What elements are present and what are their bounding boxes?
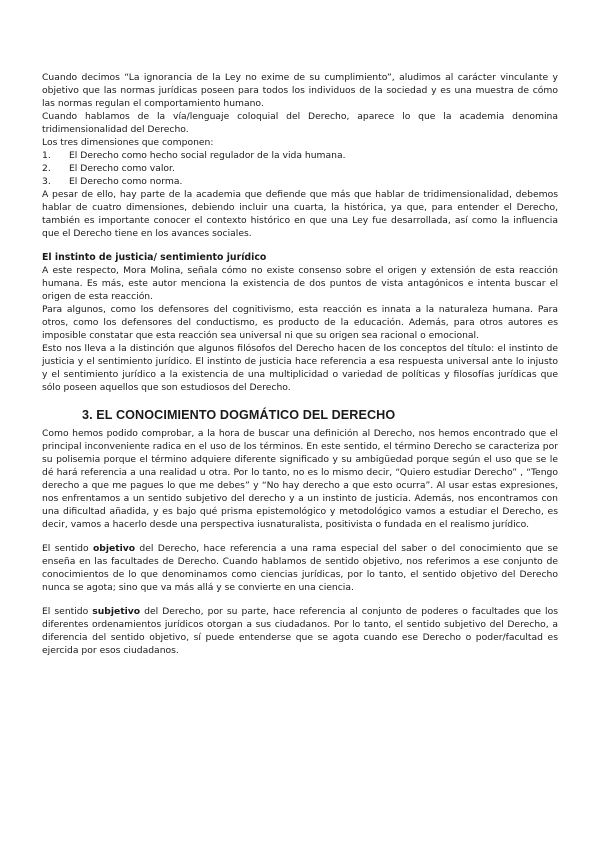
paragraph-sentido-objetivo: El sentido objetivo del Derecho, hace referencia a una rama especial del saber o del conocimiento que se enseña en las facultades de Derecho. Cuando hablamos de sentido objetivo, nos referimos a ese conjunto de conocimientos de lo que denominamos como ciencias jurídicas, por lo tanto, el sentido objetivo del Derecho nunca se agota; sino que va más allá y se convierte en una ciencia. [42, 543, 558, 593]
list-text: El Derecho como valor. [69, 163, 175, 174]
list-item [42, 175, 558, 188]
list-text: El Derecho como norma. [69, 176, 183, 187]
dimensions-list [42, 149, 558, 188]
paragraph-tres-dimensiones: Los tres dimensiones que componen: [42, 137, 214, 148]
section-title: 3. EL CONOCIMIENTO DOGMÁTICO DEL DERECHO [82, 408, 396, 422]
paragraph-cuarta-dimension: A pesar de ello, hay parte de la academia que defiende que más que hablar de tridimensionalidad, debemos hablar de cuatro dimensiones, debiendo incluir una cuarta, la histórica, ya que, para entender el Derecho, también es importante conocer el contexto histórico en que una Ley fue desarrollada, así como la influencia que el Derecho tiene en los avances sociales. [42, 189, 558, 239]
paragraph-ignorancia-ley: Cuando decimos “La ignorancia de la Ley no exime de su cumplimiento”, aludimos al carácter vinculante y objetivo que las normas jurídicas poseen para todos los individuos de la sociedad y es una muestra de cómo las normas regulan el comportamiento humano. [42, 72, 558, 109]
list-text: El Derecho como hecho social regulador de la vida humana. [69, 150, 346, 161]
paragraph-distincion: Esto nos lleva a la distinción que algunos filósofos del Derecho hacen de los conceptos del título: el instinto de justicia y el sentimiento jurídico. El instinto de justicia hace referencia a esa respuesta universal ante lo injusto y el sentimiento jurídico a la existencia de una multiplicidad o variedad de políticas y filosofías jurídicas que sólo poseen aquellos que son estudiosos del Derecho. [42, 343, 558, 393]
paragraph-sentido-subjetivo: El sentido subjetivo del Derecho, por su parte, hace referencia al conjunto de poderes o facultades que los diferentes ordenamientos jurídicos otorgan a sus ciudadanos. Por lo tanto, el sentido subjetivo del Derecho, a diferencia del sentido objetivo, sí puede entenderse que se agota cuando ese Derecho o poder/facultad es ejercida por esos ciudadanos. [42, 606, 558, 656]
bold-subjetivo: subjetivo [92, 606, 141, 617]
list-number: 1. [42, 150, 51, 161]
list-number: 2. [42, 163, 51, 174]
paragraph-lenguaje-coloquial: Cuando hablamos de la vía/lenguaje coloquial del Derecho, aparece lo que la academia denomina tridimensionalidad del Derecho. [42, 111, 558, 135]
subheading-instinto-justicia: El instinto de justicia/ sentimiento jurídico [42, 252, 267, 263]
paragraph-mora-molina: A este respecto, Mora Molina, señala cómo no existe consenso sobre el origen y extensión de esta reacción humana. Es más, este autor menciona la existencia de dos puntos de vista antagónicos e intenta buscar el origen de esta reacción. [42, 265, 558, 302]
bold-objetivo: objetivo [92, 543, 136, 554]
list-number: 3. [42, 176, 51, 187]
paragraph-polisemia: Como hemos podido comprobar, a la hora de buscar una definición al Derecho, nos hemos encontrado que el principal inconveniente radica en el uso de los términos. En este sentido, el término Derecho se caracteriza por su polisemia porque el término adquiere diferente significado y su ambigüedad porque según el uso que se le dé hará referencia a una realidad u otra. Por lo tanto, no es lo mismo decir, “Quiero estudiar Derecho” , “Tengo derecho a que me pagues lo que me debes” y “No hay derecho a que esto ocurra”. Al usar estas expresiones, nos enfrentamos a un sentido subjetivo del derecho y a un instinto de justicia. Además, nos encontramos con una dificultad añadida, y es bajo qué prisma epistemológico y metodológico vamos a estudiar el Derecho, es decir, vamos a hacerlo desde una perspectiva iusnaturalista, positivista o fundada en el realismo jurídico. [42, 428, 558, 530]
list-item [42, 162, 558, 175]
list-item [42, 149, 558, 162]
document-page [42, 71, 558, 657]
paragraph-cognitivismo: Para algunos, como los defensores del cognitivismo, esta reacción es innata a la naturaleza humana. Para otros, como los defensores del conductismo, es producto de la educación. Además, para otros autores es imposible constatar que esta reacción sea universal ni que su origen sea racional o emocional. [42, 304, 558, 341]
